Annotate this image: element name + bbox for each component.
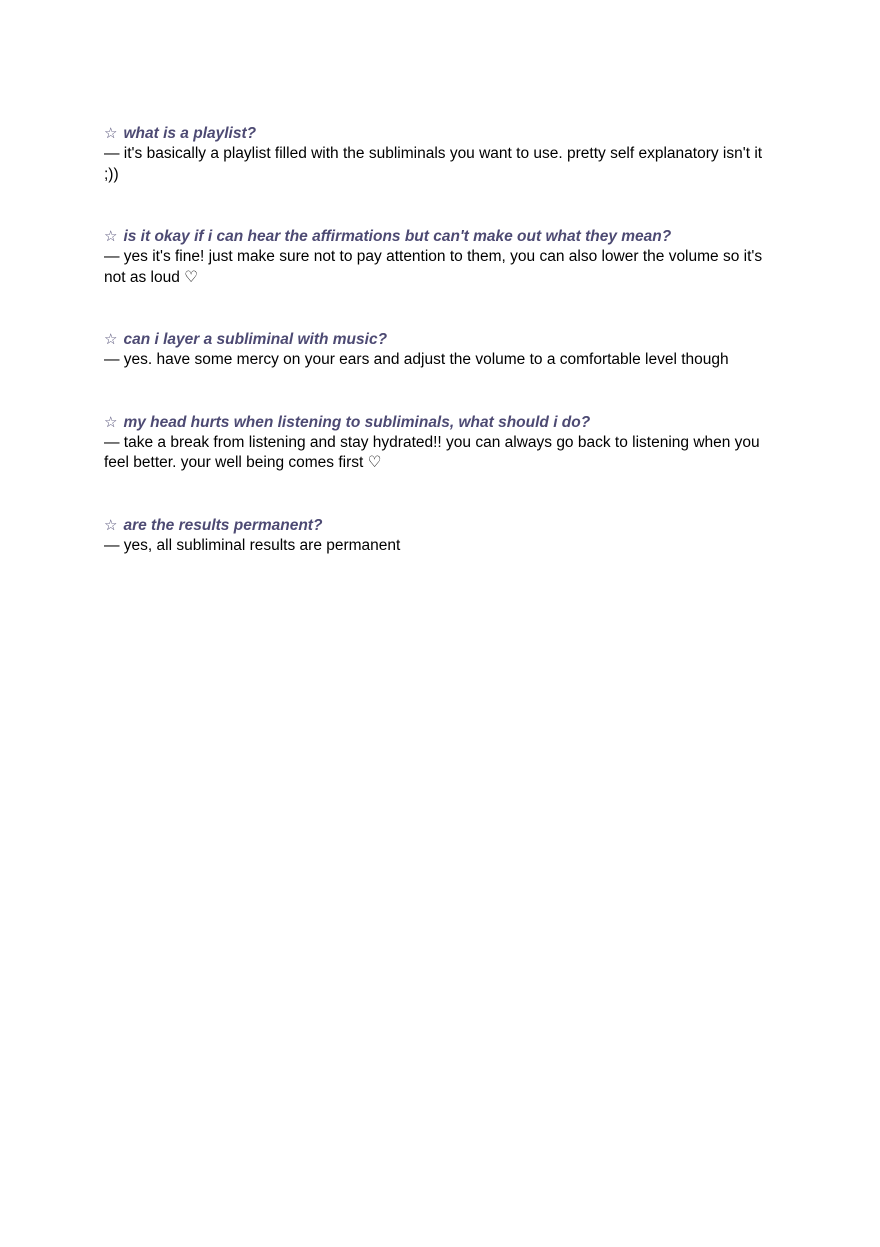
faq-answer: — yes it's fine! just make sure not to pay attention to them, you can also lower the volume so it's not as loud ♡ (104, 248, 763, 286)
question-text: my head hurts when listening to subliminals, what should i do? (123, 413, 591, 431)
faq-list (104, 123, 780, 597)
star-icon: ☆ (104, 413, 118, 431)
faq-answer: — yes, all subliminal results are permanent (104, 536, 401, 554)
question-text: are the results permanent? (123, 516, 323, 534)
question-text: can i layer a subliminal with music? (123, 331, 388, 348)
faq-answer: — it's basically a playlist filled with the subliminals you want to use. pretty self explanatory isn't it ;)) (104, 145, 763, 183)
faq-item (104, 226, 780, 288)
star-icon: ☆ (104, 331, 118, 348)
question-text: what is a playlist? (123, 125, 257, 142)
faq-answer: — take a break from listening and stay hydrated!! you can always go back to listening when you feel better. your well being comes first ♡ (104, 433, 760, 471)
faq-question (104, 123, 780, 144)
faq-item (104, 515, 780, 557)
faq-question (104, 515, 780, 536)
star-icon: ☆ (104, 516, 118, 534)
faq-question (104, 226, 780, 247)
star-icon: ☆ (104, 125, 118, 142)
faq-item (104, 412, 780, 474)
faq-question (104, 412, 780, 433)
faq-item (104, 329, 780, 371)
question-text: is it okay if i can hear the affirmations but can't make out what they mean? (123, 228, 672, 245)
faq-question (104, 329, 780, 350)
faq-answer: — yes. have some mercy on your ears and adjust the volume to a comfortable level though (104, 351, 729, 368)
faq-item (104, 123, 780, 185)
star-icon: ☆ (104, 228, 118, 245)
